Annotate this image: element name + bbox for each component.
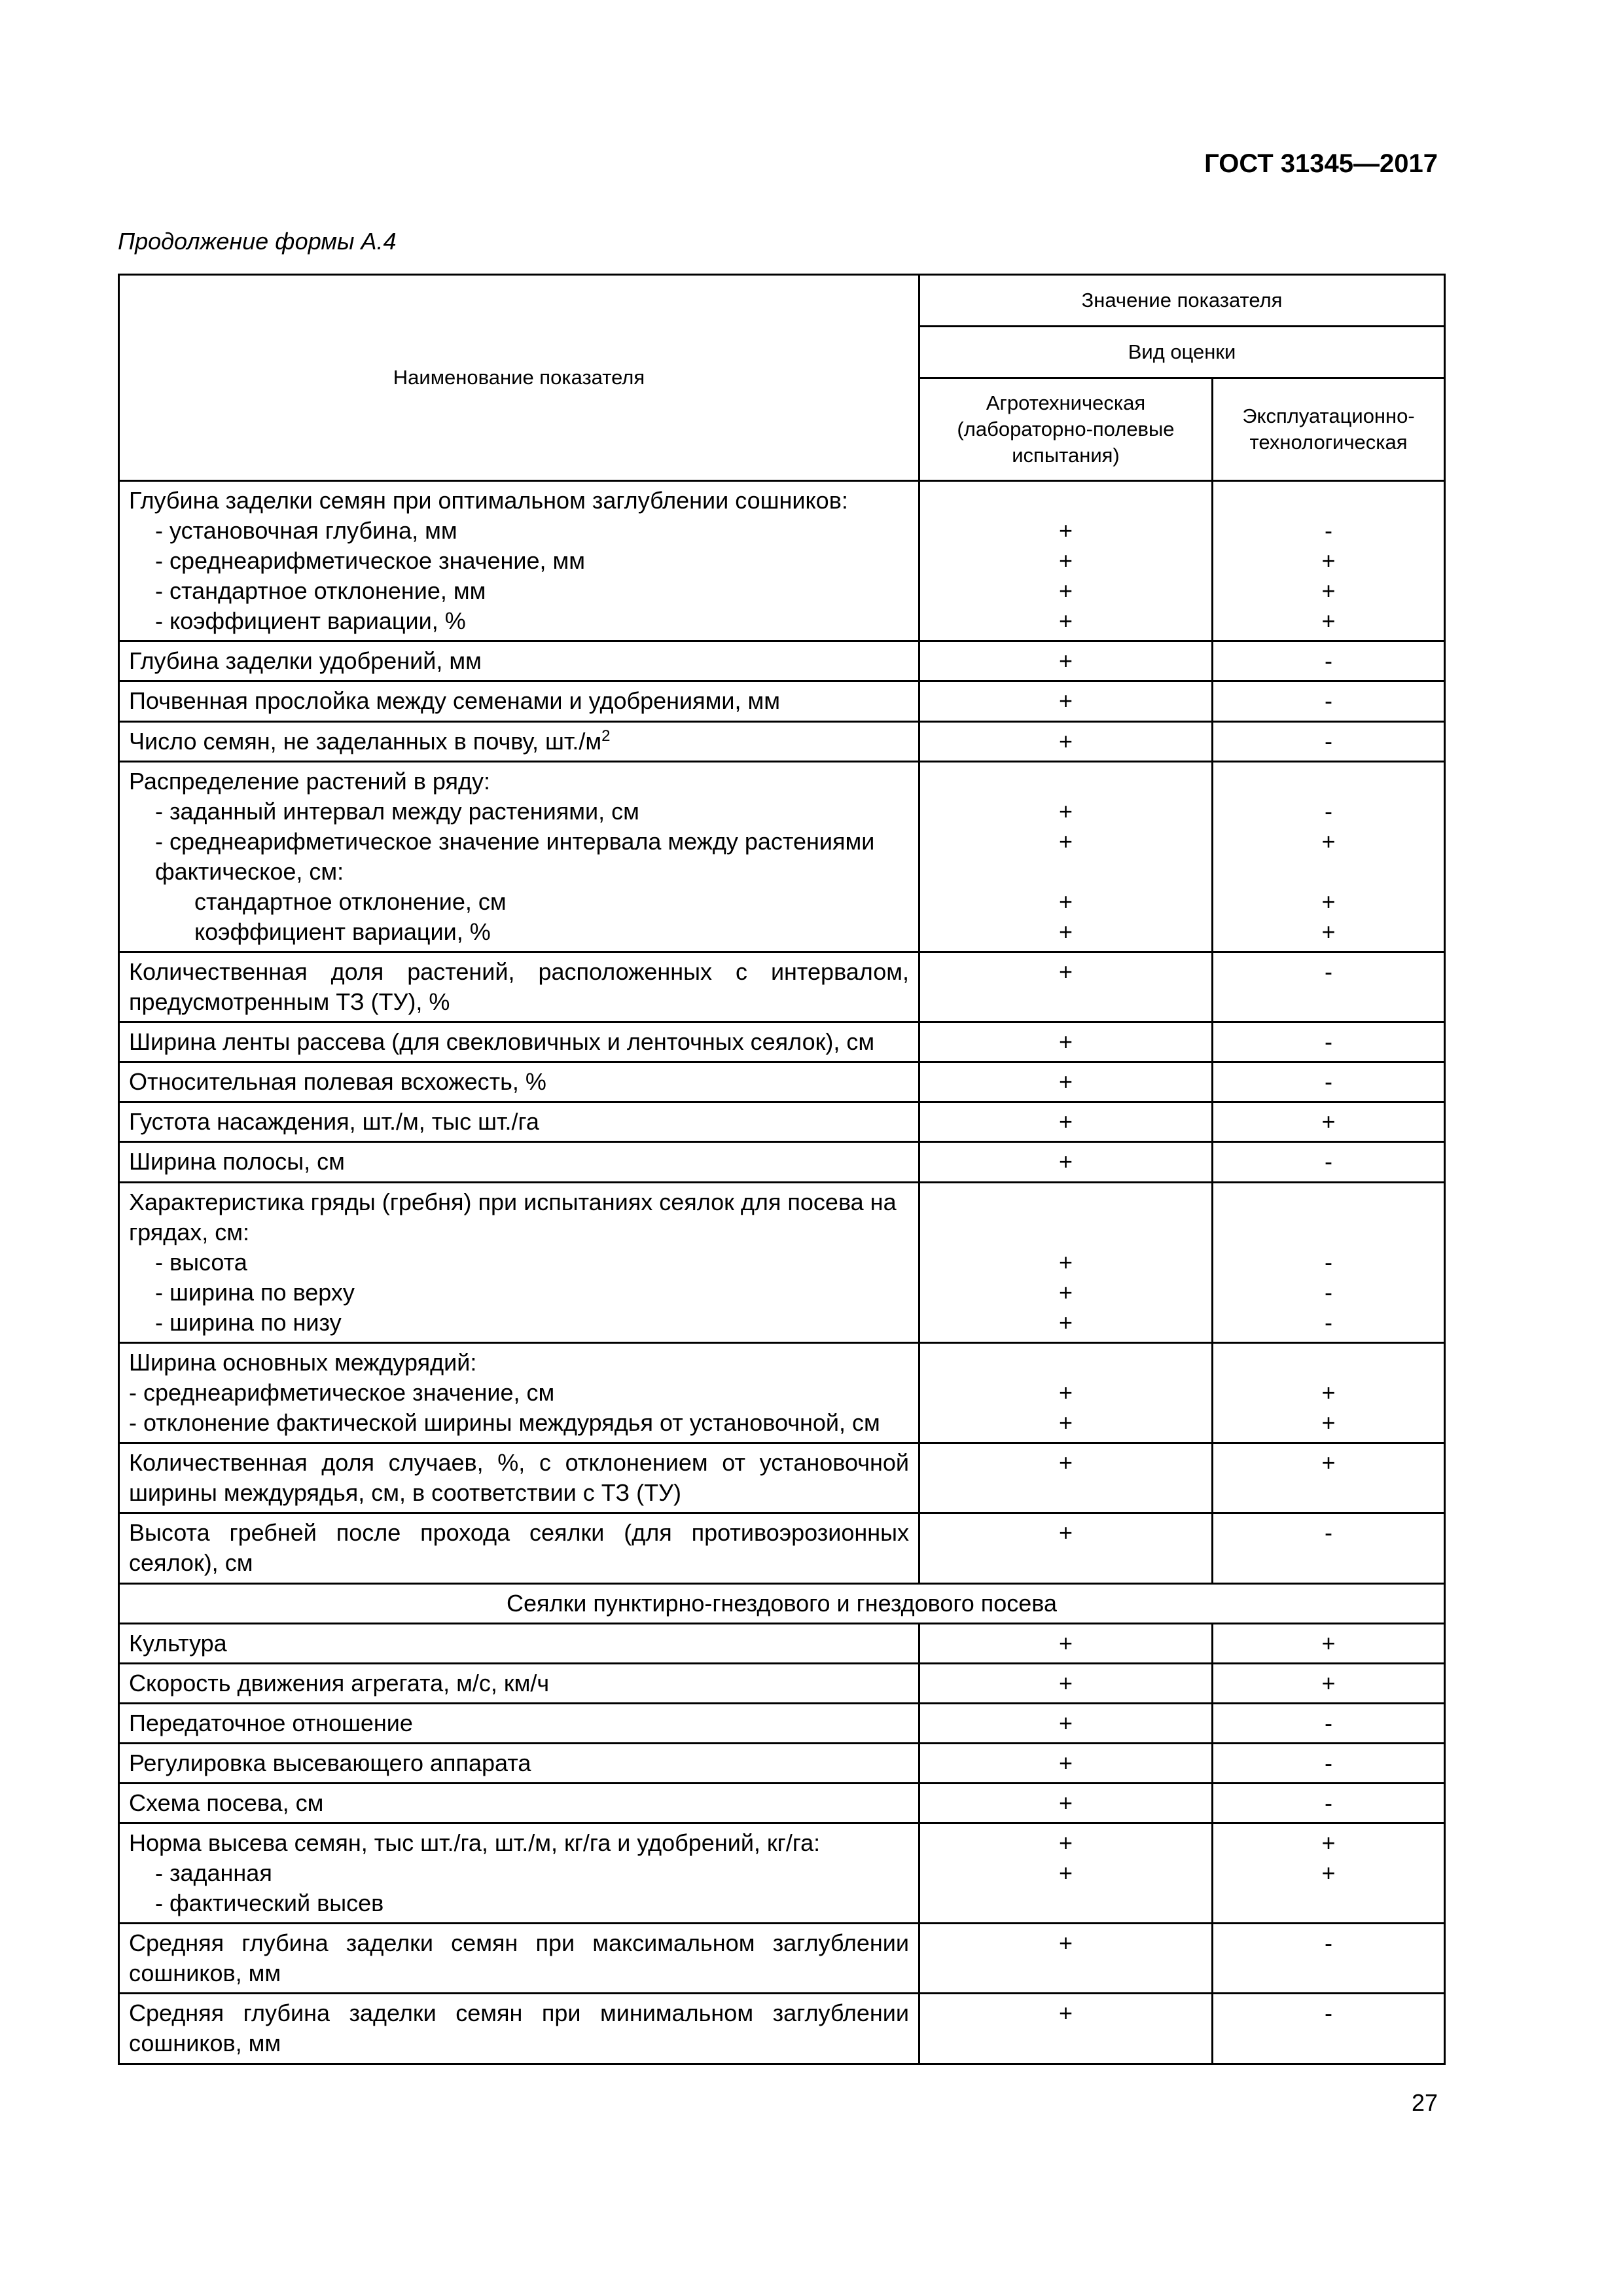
expl-mark <box>1222 1187 1435 1247</box>
table-row <box>119 1062 1445 1102</box>
table-row <box>119 761 1445 952</box>
indicator-text: Почвенная прослойка между семенами и удобрениями, мм <box>129 687 780 715</box>
indicator-cell <box>119 1513 919 1583</box>
agro-mark: + <box>1058 918 1073 946</box>
table-row <box>119 681 1445 721</box>
agro-mark: + <box>1058 1278 1073 1306</box>
agro-cell: + <box>919 721 1213 761</box>
expl-mark: - <box>1325 1278 1332 1306</box>
table-row <box>119 1663 1445 1703</box>
expl-cell <box>1213 1342 1445 1443</box>
agro-mark <box>929 766 1202 797</box>
expl-mark: + <box>1321 1379 1336 1407</box>
expl-cell: - <box>1213 1513 1445 1583</box>
agro-mark: + <box>1058 607 1073 635</box>
table-row <box>119 641 1445 681</box>
agro-cell <box>919 1823 1213 1923</box>
indicator-cell <box>119 1823 919 1923</box>
expl-cell <box>1213 1823 1445 1923</box>
agro-mark: + <box>1058 1379 1073 1407</box>
expl-cell: - <box>1213 1783 1445 1823</box>
expl-cell: - <box>1213 1703 1445 1743</box>
table-row <box>119 1022 1445 1062</box>
expl-mark: - <box>1325 797 1332 825</box>
agro-cell <box>919 481 1213 641</box>
indicator-text: Высота гребней после прохода сеялки (для противоэрозионных сеялок), см <box>129 1519 909 1577</box>
indicator-cell <box>119 1743 919 1783</box>
expl-mark: + <box>1321 1829 1336 1856</box>
indicator-text: Густота насаждения, шт./м, тыс шт./га <box>129 1108 539 1136</box>
table-row <box>119 1823 1445 1923</box>
table-row <box>119 721 1445 761</box>
header-indicator-name: Наименование показателя <box>119 275 919 481</box>
expl-cell: - <box>1213 1924 1445 1994</box>
agro-cell <box>919 1342 1213 1443</box>
indicator-text: Средняя глубина заделки семян при минимальном заглублении сошников, мм <box>129 2000 909 2057</box>
indicator-line: - ширина по низу <box>155 1308 342 1336</box>
expl-cell <box>1213 761 1445 952</box>
agro-mark: + <box>1058 1248 1073 1276</box>
indicator-cell <box>119 1182 919 1342</box>
indicators-table <box>118 274 1446 2065</box>
indicator-text: Средняя глубина заделки семян при максимальном заглублении сошников, мм <box>129 1929 909 1987</box>
expl-mark: + <box>1321 827 1336 855</box>
indicator-line: - среднеарифметическое значение, мм <box>155 547 585 575</box>
table-row <box>119 1342 1445 1443</box>
indicator-text: Культура <box>129 1629 227 1657</box>
indicator-line: Ширина основных междурядий: <box>129 1348 477 1376</box>
indicator-cell <box>119 1783 919 1823</box>
expl-mark <box>1222 766 1435 797</box>
expl-mark <box>1222 1888 1435 1918</box>
expl-cell: - <box>1213 721 1445 761</box>
indicator-line: - ширина по верху <box>155 1278 355 1306</box>
expl-mark <box>1222 1348 1435 1378</box>
expl-cell: - <box>1213 1994 1445 2064</box>
indicator-text: Количественная доля случаев, %, с отклонением от установочной ширины междурядья, см, в соответствии с ТЗ (ТУ) <box>129 1449 909 1507</box>
agro-cell: + <box>919 1443 1213 1513</box>
indicator-line: Характеристика гряды (гребня) при испытаниях сеялок для посева на грядах, см: <box>129 1188 897 1246</box>
table-row <box>119 1513 1445 1583</box>
expl-cell: - <box>1213 1062 1445 1102</box>
indicator-text: Ширина полосы, см <box>129 1148 345 1175</box>
indicator-cell <box>119 1022 919 1062</box>
document-id: ГОСТ 31345—2017 <box>1204 149 1438 178</box>
table-row <box>119 1743 1445 1783</box>
agro-mark <box>929 1348 1202 1378</box>
expl-cell: + <box>1213 1623 1445 1663</box>
agro-cell: + <box>919 1102 1213 1142</box>
indicator-text: Относительная полевая всхожесть, % <box>129 1068 546 1096</box>
expl-cell <box>1213 481 1445 641</box>
agro-mark: + <box>1058 888 1073 915</box>
page-number: 27 <box>1411 2089 1438 2116</box>
agro-cell: + <box>919 952 1213 1022</box>
indicator-cell <box>119 952 919 1022</box>
indicator-cell <box>119 1663 919 1703</box>
agro-mark: + <box>1058 797 1073 825</box>
expl-mark: - <box>1325 517 1332 545</box>
unit-superscript: 2 <box>601 726 611 745</box>
expl-cell: - <box>1213 681 1445 721</box>
agro-mark <box>929 1187 1202 1247</box>
agro-mark: + <box>1058 1859 1073 1887</box>
agro-cell: + <box>919 1062 1213 1102</box>
agro-cell: + <box>919 1142 1213 1182</box>
agro-mark <box>929 486 1202 516</box>
agro-cell <box>919 761 1213 952</box>
agro-cell: + <box>919 1783 1213 1823</box>
indicator-cell <box>119 641 919 681</box>
indicator-line: - высота <box>155 1248 247 1276</box>
indicator-line: коэффициент вариации, % <box>194 918 491 946</box>
agro-cell: + <box>919 1623 1213 1663</box>
expl-mark: + <box>1321 1409 1336 1437</box>
agro-mark: + <box>1058 1308 1073 1336</box>
expl-mark: + <box>1321 607 1336 635</box>
indicator-line: - заданный интервал между растениями, см <box>155 797 639 825</box>
indicator-text: Число семян, не заделанных в почву, шт./м <box>129 727 602 755</box>
indicator-text: Схема посева, см <box>129 1789 324 1816</box>
expl-mark: + <box>1321 1859 1336 1887</box>
indicator-line: Глубина заделки семян при оптимальном заглублении сошников: <box>129 487 848 514</box>
table-row <box>119 952 1445 1022</box>
agro-cell: + <box>919 1022 1213 1062</box>
table-row <box>119 481 1445 641</box>
table-row <box>119 1703 1445 1743</box>
expl-cell: - <box>1213 1743 1445 1783</box>
indicator-text: Передаточное отношение <box>129 1709 413 1736</box>
agro-mark: + <box>1058 517 1073 545</box>
indicator-cell <box>119 1102 919 1142</box>
indicator-line: - заданная <box>155 1859 272 1887</box>
indicator-cell <box>119 761 919 952</box>
expl-cell: + <box>1213 1443 1445 1513</box>
expl-mark: - <box>1325 1308 1332 1336</box>
indicator-cell <box>119 1443 919 1513</box>
header-operational: Эксплуатационно-технологическая <box>1213 378 1445 481</box>
indicator-line: - отклонение фактической ширины междурядья от установочной, см <box>129 1409 880 1437</box>
expl-mark: - <box>1325 1248 1332 1276</box>
agro-mark <box>929 1888 1202 1918</box>
agro-cell: + <box>919 681 1213 721</box>
expl-cell: - <box>1213 952 1445 1022</box>
agro-cell: + <box>919 1924 1213 1994</box>
table-row <box>119 1924 1445 1994</box>
indicator-text: Скорость движения агрегата, м/с, км/ч <box>129 1669 550 1696</box>
header-assessment-type: Вид оценки <box>919 327 1445 378</box>
agro-cell <box>919 1182 1213 1342</box>
table-row <box>119 1783 1445 1823</box>
agro-cell: + <box>919 1663 1213 1703</box>
table-row <box>119 1182 1445 1342</box>
indicator-cell <box>119 681 919 721</box>
indicator-cell <box>119 1924 919 1994</box>
agro-mark: + <box>1058 1409 1073 1437</box>
indicator-text: Регулировка высевающего аппарата <box>129 1749 531 1776</box>
expl-cell: - <box>1213 1142 1445 1182</box>
indicator-cell <box>119 1142 919 1182</box>
indicator-line: - среднеарифметическое значение, см <box>129 1379 555 1407</box>
form-caption: Продолжение формы А.4 <box>118 228 397 255</box>
expl-cell: + <box>1213 1102 1445 1142</box>
agro-mark: + <box>1058 547 1073 575</box>
indicator-line: - стандартное отклонение, мм <box>155 577 486 605</box>
indicator-text: Глубина заделки удобрений, мм <box>129 647 482 675</box>
indicator-line: - коэффициент вариации, % <box>155 607 466 635</box>
table-row <box>119 1623 1445 1663</box>
expl-mark: + <box>1321 888 1336 915</box>
expl-mark: + <box>1321 547 1336 575</box>
agro-cell: + <box>919 1513 1213 1583</box>
agro-cell: + <box>919 641 1213 681</box>
indicator-cell <box>119 1062 919 1102</box>
agro-cell: + <box>919 1994 1213 2064</box>
indicator-line: - установочная глубина, мм <box>155 517 457 545</box>
indicator-line: Норма высева семян, тыс шт./га, шт./м, кг/га и удобрений, кг/га: <box>129 1829 821 1856</box>
indicator-text: Количественная доля растений, расположенных с интервалом, предусмотренным ТЗ (ТУ), % <box>129 958 909 1016</box>
indicator-cell <box>119 1623 919 1663</box>
agro-cell: + <box>919 1743 1213 1783</box>
agro-mark: + <box>1058 827 1073 855</box>
indicator-cell <box>119 1342 919 1443</box>
indicator-line: - среднеарифметическое значение интервала между растениями фактическое, см: <box>155 827 875 885</box>
expl-cell: - <box>1213 1022 1445 1062</box>
indicator-line: Распределение растений в ряду: <box>129 767 490 795</box>
header-indicator-value: Значение показателя <box>919 275 1445 327</box>
expl-cell: + <box>1213 1663 1445 1703</box>
table-row <box>119 1443 1445 1513</box>
indicator-line: стандартное отклонение, см <box>194 888 507 915</box>
indicator-line: - фактический высев <box>155 1890 384 1917</box>
indicator-cell <box>119 481 919 641</box>
indicator-cell <box>119 1994 919 2064</box>
table-row <box>119 1583 1445 1623</box>
table-row <box>119 1102 1445 1142</box>
section-heading: Сеялки пунктирно-гнездового и гнездового посева <box>119 1583 1445 1623</box>
table-row <box>119 1142 1445 1182</box>
indicator-cell <box>119 721 919 761</box>
header-agrotechnical: Агротехническая (лабораторно-полевые испытания) <box>919 378 1213 481</box>
expl-cell: - <box>1213 641 1445 681</box>
agro-cell: + <box>919 1703 1213 1743</box>
agro-mark: + <box>1058 1829 1073 1856</box>
expl-cell <box>1213 1182 1445 1342</box>
indicator-cell <box>119 1703 919 1743</box>
agro-mark: + <box>1058 577 1073 605</box>
indicator-text: Ширина ленты рассева (для свекловичных и ленточных сеялок), см <box>129 1028 875 1056</box>
expl-mark: + <box>1321 577 1336 605</box>
expl-mark <box>1222 486 1435 516</box>
expl-mark: + <box>1321 918 1336 946</box>
table-row <box>119 1994 1445 2064</box>
